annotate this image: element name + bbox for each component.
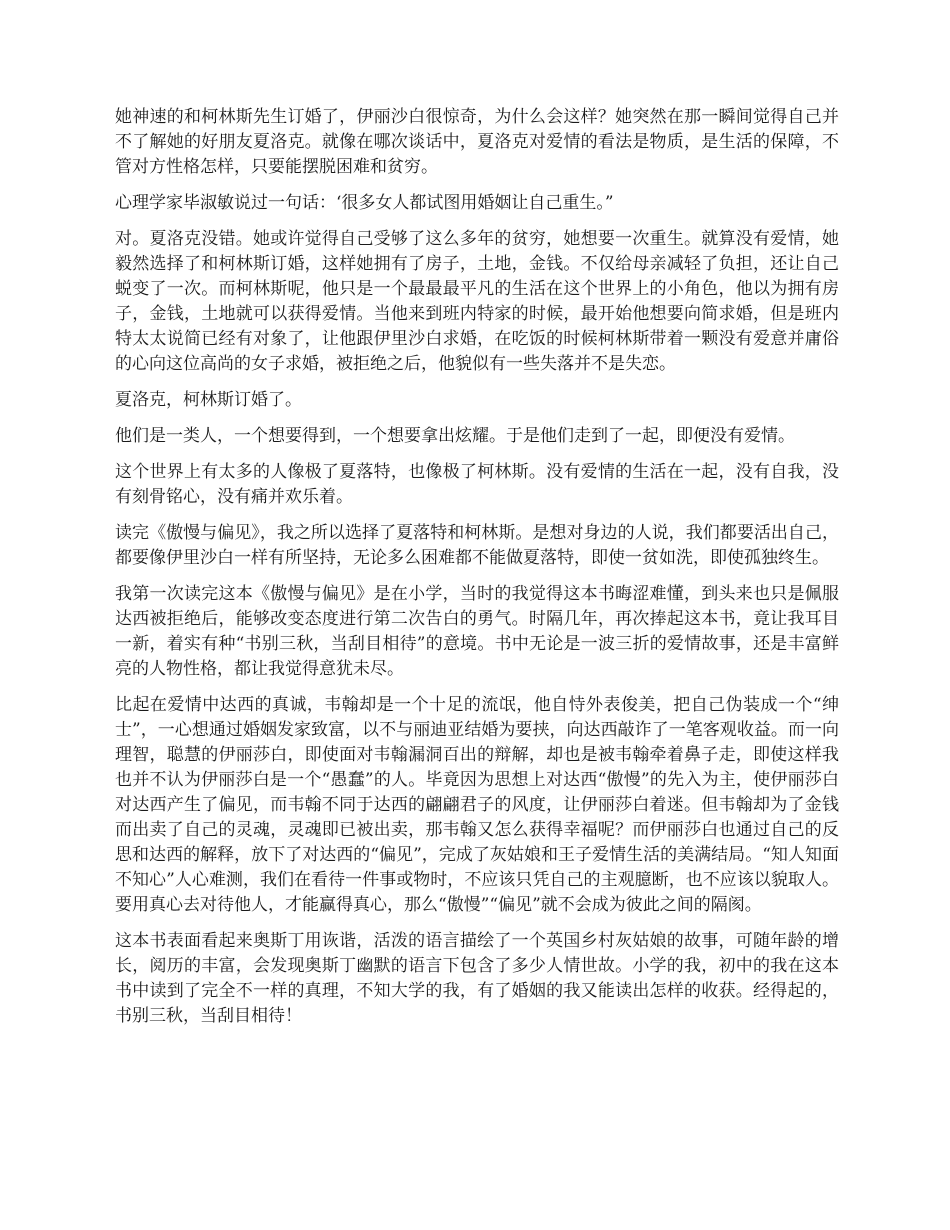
paragraph: 他们是一类人，一个想要得到，一个想要拿出炫耀。于是他们走到了一起，即便没有爱情。 bbox=[115, 426, 795, 446]
paragraph: 她神速的和柯林斯先生订婚了，伊丽沙白很惊奇，为什么会这样？她突然在那一瞬间觉得自己并不了解她的好朋友夏洛克。就像在哪次谈话中，夏洛克对爱情的看法是物质，是生活的保障，不管对方性格怎样，只要能摆脱困难和贫穷。 bbox=[115, 107, 839, 177]
paragraph: 心理学家毕淑敏说过一句话：‘很多女人都试图用婚姻让自己重生。” bbox=[115, 193, 614, 213]
paragraph: 这个世界上有太多的人像极了夏落特，也像极了柯林斯。没有爱情的生活在一起，没有自我，没有刻骨铭心，没有痛并欢乐着。 bbox=[115, 462, 839, 507]
paragraph: 对。夏洛克没错。她或许觉得自己受够了这么多年的贫穷，她想要一次重生。就算没有爱情，她毅然选择了和柯林斯订婚，这样她拥有了房子，土地，金钱。不仅给母亲减轻了负担，还让自己蜕变了一次。而柯林斯呢，他只是一个最最最平凡的生活在这个世界上的小角色，他以为拥有房子，金钱，土地就可以获得爱情。当他来到班内特家的时候，最开始他想要向简求婚，但是班内特太太说简已经有对象了，让他跟伊里沙白求婚，在吃饭的时候柯林斯带着一颗没有爱意并庸俗的心向这位高尚的女子求婚，被拒绝之后，他貌似有一些失落并不是失恋。 bbox=[115, 229, 839, 374]
paragraph: 读完《傲慢与偏见》，我之所以选择了夏落特和柯林斯。是想对身边的人说，我们都要活出自己，都要像伊里沙白一样有所坚持，无论多么困难都不能做夏落特，即使一贫如洗，即使孤独终生。 bbox=[115, 523, 839, 568]
document-body bbox=[115, 105, 839, 1040]
paragraph: 我第一次读完这本《傲慢与偏见》是在小学，当时的我觉得这本书晦涩难懂，到头来也只是佩服达西被拒绝后，能够改变态度进行第二次告白的勇气。时隔几年，再次捧起这本书，竟让我耳目一新，着实有种“书别三秋，当刮目相待”的意境。书中无论是一波三折的爱情故事，还是丰富鲜亮的人物性格，都让我觉得意犹未尽。 bbox=[115, 584, 839, 679]
paragraph: 比起在爱情中达西的真诚，韦翰却是一个十足的流氓，他自恃外表俊美，把自己伪装成一个“绅士”，一心想通过婚姻发家致富，以不与丽迪亚结婚为要挟，向达西敲诈了一笔客观收益。而一向理智，聪慧的伊丽莎白，即使面对韦翰漏洞百出的辩解，却也是被韦翰牵着鼻子走，即使这样我也并不认为伊丽莎白是一个“愚蠢”的人。毕竟因为思想上对达西“傲慢”的先入为主，使伊丽莎白对达西产生了偏见，而韦翰不同于达西的翩翩君子的风度，让伊丽莎白着迷。但韦翰却为了金钱而出卖了自己的灵魂，灵魂即已被出卖，那韦翰又怎么获得幸福呢？而伊丽莎白也通过自己的反思和达西的解释，放下了对达西的“偏见”，完成了灰姑娘和王子爱情生活的美满结局。“知人知面不知心”人心难测，我们在看待一件事或物时，不应该只凭自己的主观臆断，也不应该以貌取人。要用真心去对待他人，才能赢得真心，那么“傲慢”“偏见”就不会成为彼此之间的隔阂。 bbox=[115, 695, 839, 915]
paragraph: 这本书表面看起来奥斯丁用诙谐，活泼的语言描绘了一个英国乡村灰姑娘的故事，可随年龄的增长，阅历的丰富，会发现奥斯丁幽默的语言下包含了多少人情世故。小学的我，初中的我在这本书中读到了完全不一样的真理，不知大学的我，有了婚姻的我又能读出怎样的收获。经得起的，书别三秋，当刮目相待！ bbox=[115, 931, 839, 1026]
paragraph: 夏洛克，柯林斯订婚了。 bbox=[115, 390, 302, 410]
